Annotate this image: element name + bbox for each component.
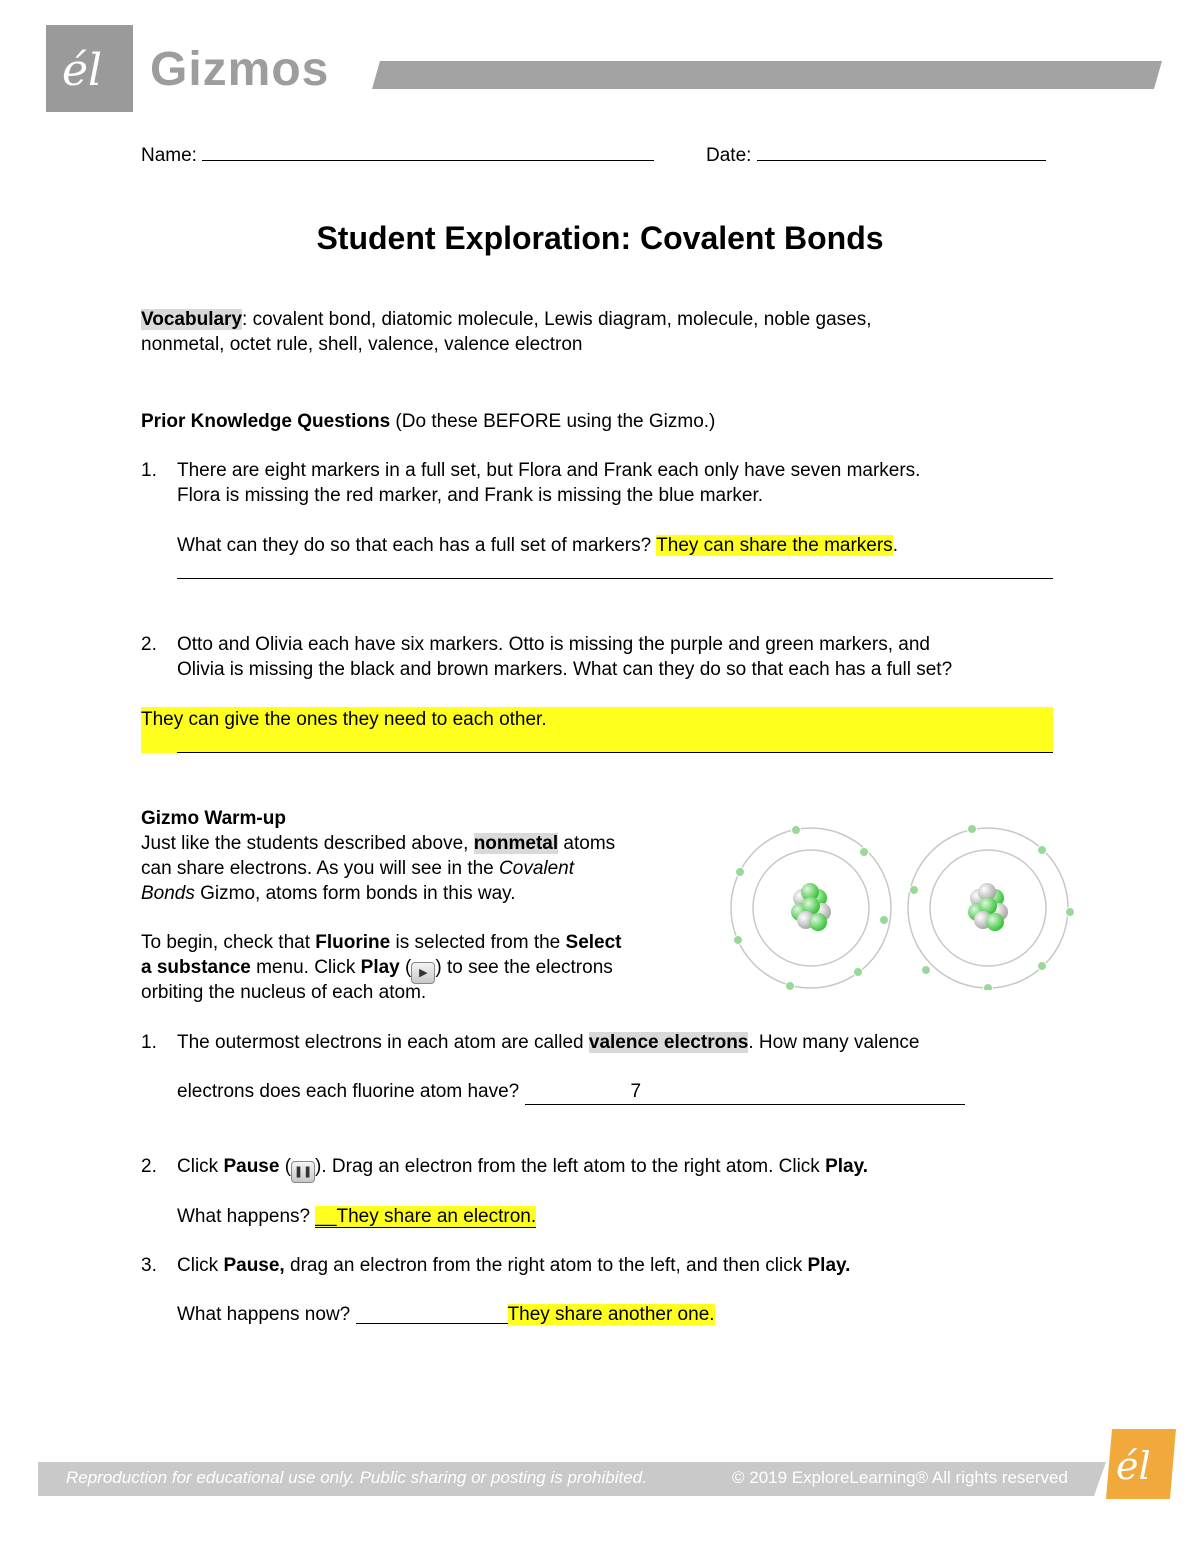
bonds-italic: Bonds [141, 883, 195, 904]
valence-electrons-term: valence electrons [588, 1032, 749, 1053]
q2-answer[interactable]: __They share an electron. [315, 1206, 537, 1227]
left-nucleus [791, 883, 831, 931]
warmup-p2-line-3: orbiting the nucleus of each atom. [141, 982, 427, 1003]
play-bold-3: Play. [807, 1255, 851, 1276]
prior-q2-number: 2. [141, 634, 157, 655]
q1-number: 1. [141, 1032, 157, 1053]
prior-q1-line-1: There are eight markers in a full set, but Flora and Frank each only have seven markers. [177, 460, 921, 481]
warmup-p1-line-1 [141, 831, 615, 856]
q2-line-1 [177, 1154, 868, 1183]
warmup-p2-line-1 [141, 930, 622, 955]
left-atom [731, 826, 891, 991]
prior-q1-answer-line [177, 578, 1053, 579]
play-icon: ▶ [411, 962, 435, 984]
q3-line-2 [177, 1302, 715, 1327]
q3-text-c: What happens now? [177, 1304, 356, 1325]
prior-q1-line-2: Flora is missing the red marker, and Frank is missing the blue marker. [177, 485, 764, 506]
prior-q2-answer[interactable]: They can give the ones they need to each other. [141, 709, 547, 730]
q1-text-b: . How many valence [748, 1032, 920, 1053]
date-field [706, 142, 1046, 168]
q2-text-a: Click [177, 1156, 224, 1177]
q3-answer-blank [356, 1303, 508, 1324]
q3-number: 3. [141, 1255, 157, 1276]
q1-text-c: electrons does each fluorine atom have? [177, 1081, 525, 1102]
vocabulary-terms-1: : covalent bond, diatomic molecule, Lewis diagram, molecule, noble gases, [242, 309, 872, 330]
q3-text-a: Click [177, 1255, 224, 1276]
right-atom [908, 825, 1075, 991]
q2-text-c: ). Drag an electron from the left atom to the right atom. Click [315, 1156, 826, 1177]
q1-line-1 [177, 1030, 919, 1055]
q3-answer[interactable]: They share another one. [507, 1304, 715, 1325]
prior-q1-question [177, 533, 898, 558]
date-line[interactable] [757, 142, 1046, 161]
el-logo-icon [46, 25, 133, 112]
q1-text-a: The outermost electrons in each atom are called [177, 1032, 589, 1053]
prior-knowledge-heading [141, 409, 715, 434]
name-field [141, 142, 654, 168]
prior-q2-line-2: Olivia is missing the black and brown markers. What can they do so that each has a full set? [177, 659, 953, 680]
warmup-p1-line-2 [141, 856, 574, 881]
date-label: Date: [706, 145, 752, 166]
prior-q1-number: 1. [141, 460, 157, 481]
q2-line-2 [177, 1204, 536, 1229]
q3-text-b: drag an electron from the right atom to the left, and then click [284, 1255, 808, 1276]
footer-notice: Reproduction for educational use only. Public sharing or posting is prohibited. [66, 1468, 647, 1487]
name-label: Name: [141, 145, 197, 166]
vocabulary-line-2: nonmetal, octet rule, shell, valence, valence electron [141, 334, 583, 355]
q1-answer-field[interactable] [525, 1079, 965, 1105]
warmup-p1-text-c: can share electrons. As you will see in the [141, 858, 500, 879]
right-nucleus [968, 883, 1008, 931]
svg-text:él: él [1116, 1444, 1151, 1488]
warmup-p1-line-3 [141, 881, 516, 906]
nonmetal-term: nonmetal [473, 833, 559, 854]
prior-q2-line-1: Otto and Olivia each have six markers. Otto is missing the purple and green markers, and [177, 634, 930, 655]
covalent-italic: Covalent [499, 858, 575, 879]
warmup-p1-text-a: Just like the students described above, [141, 833, 474, 854]
prior-q1-question-text: What can they do so that each has a full set of markers? [177, 535, 657, 556]
play-bold-2: Play. [825, 1156, 869, 1177]
vocabulary-line-1 [141, 307, 871, 332]
warmup-p2-text-c: menu. Click [250, 957, 361, 978]
prior-q1-answer[interactable]: They can share the markers [656, 535, 893, 556]
warmup-p2-text-e: ) to see the electrons [435, 957, 613, 978]
prior-q1-answer-end: . [892, 535, 898, 556]
warmup-p2-text-b: is selected from the [390, 932, 566, 953]
warmup-heading: Gizmo Warm-up [141, 808, 286, 829]
gizmos-brand: Gizmos [150, 43, 330, 96]
prior-heading-bold: Prior Knowledge Questions [141, 411, 391, 432]
q2-number: 2. [141, 1156, 157, 1177]
prior-heading-note: (Do these BEFORE using the Gizmo.) [390, 411, 716, 432]
warmup-p2-text-a: To begin, check that [141, 932, 316, 953]
vocabulary-label: Vocabulary [141, 309, 243, 330]
warmup-p1-text-d: Gizmo, atoms form bonds in this way. [194, 883, 516, 904]
header-bar [372, 61, 1162, 89]
pause-icon: ❚❚ [291, 1161, 315, 1183]
footer-el-logo-icon [1102, 1425, 1180, 1503]
prior-q2-answer-line [177, 752, 1053, 753]
q2-text-d: What happens? [177, 1206, 316, 1227]
warmup-p2-text-d: ( [399, 957, 412, 978]
q1-answer: 7 [630, 1081, 642, 1102]
q2-text-b: ( [279, 1156, 292, 1177]
page-title: Student Exploration: Covalent Bonds [316, 220, 884, 256]
pause-bold-2: Pause, [223, 1255, 285, 1276]
warmup-p1-text-b: atoms [558, 833, 616, 854]
play-bold: Play [360, 957, 400, 978]
explorelearning-logo [46, 25, 133, 112]
fluorine-bold: Fluorine [315, 932, 391, 953]
fluorine-atoms-diagram [726, 820, 1078, 990]
svg-text:él: él [62, 45, 103, 96]
footer-copyright: © 2019 ExploreLearning® All rights reserved [732, 1468, 1068, 1487]
select-bold: Select [565, 932, 622, 953]
q1-line-2 [177, 1079, 965, 1105]
name-line[interactable] [202, 142, 654, 161]
pause-bold: Pause [223, 1156, 280, 1177]
q3-line-1 [177, 1253, 850, 1278]
a-substance-bold: a substance [141, 957, 251, 978]
